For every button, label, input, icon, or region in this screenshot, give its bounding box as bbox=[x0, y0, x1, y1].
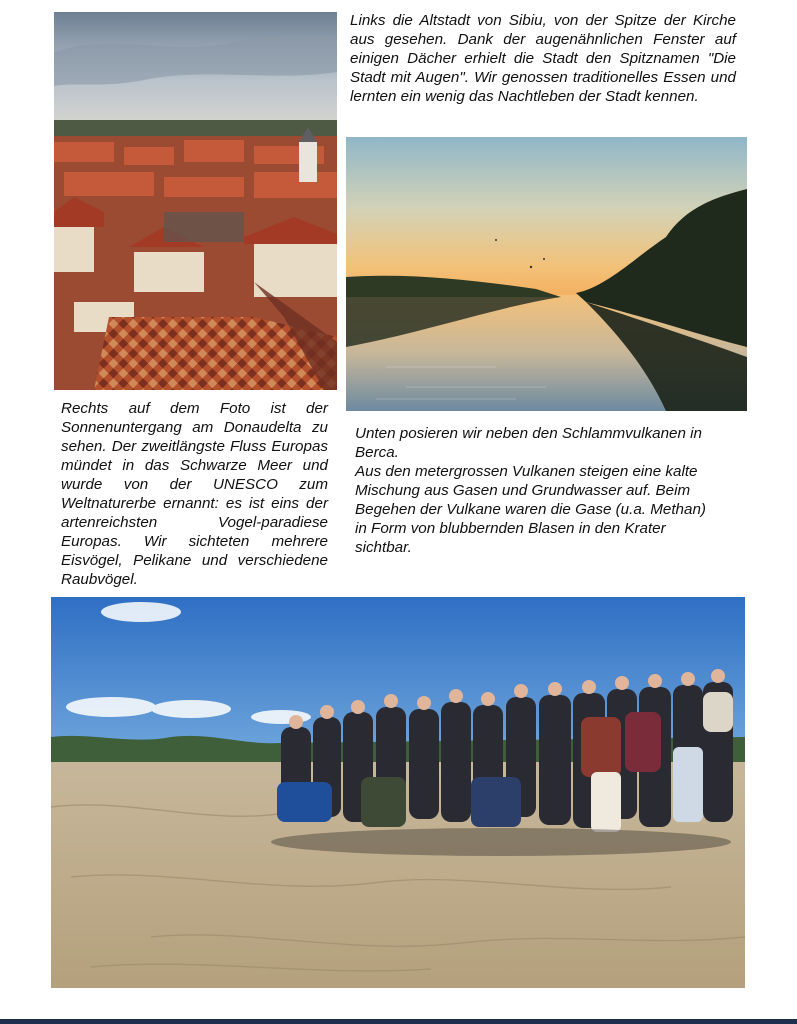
text-line: Aus den metergrossen Vulkanen steigen eine kalte bbox=[355, 463, 698, 480]
sibiu-description: Links die Altstadt von Sibiu, von der Spitze der Kirche aus gesehen. Dank der augenähnlichen Fenster auf einigen Dächer erhielt die Stadt den Spitznamen "Die Stadt mit Augen". Wir genossen traditionelles Essen und lernten ein wenig das Nachtleben der Stadt kennen. bbox=[350, 12, 736, 105]
mud-volcano-description bbox=[355, 424, 755, 557]
sibiu-old-town-photo bbox=[54, 12, 337, 390]
text-line: Begehen der Vulkane waren die Gase (u.a. Methan) bbox=[355, 501, 706, 518]
text-line: Berca. bbox=[355, 444, 399, 461]
text-line: in Form von blubbernden Blasen in den Krater bbox=[355, 520, 666, 537]
danube-delta-description: Rechts auf dem Foto ist der Sonnenuntergang am Donaudelta zu sehen. Der zweitlängste Fluss Europas mündet in das Schwarze Meer und wurde von der UNESCO zum Weltnaturerbe ernannt: es ist eins der artenreichsten Vogel-paradiese Europas. Wir sichteten mehrere Eisvögel, Pelikane und verschiedene Raubvögel. bbox=[61, 400, 328, 588]
text-line: Unten posieren wir neben den Schlammvulkanen in bbox=[355, 425, 702, 442]
group-photo-mud-volcanoes bbox=[51, 597, 745, 988]
text-line: Mischung aus Gasen und Grundwasser auf. Beim bbox=[355, 482, 691, 499]
footer-rule bbox=[0, 1019, 797, 1024]
danube-delta-sunset-photo bbox=[346, 137, 747, 411]
text-line: sichtbar. bbox=[355, 539, 412, 556]
